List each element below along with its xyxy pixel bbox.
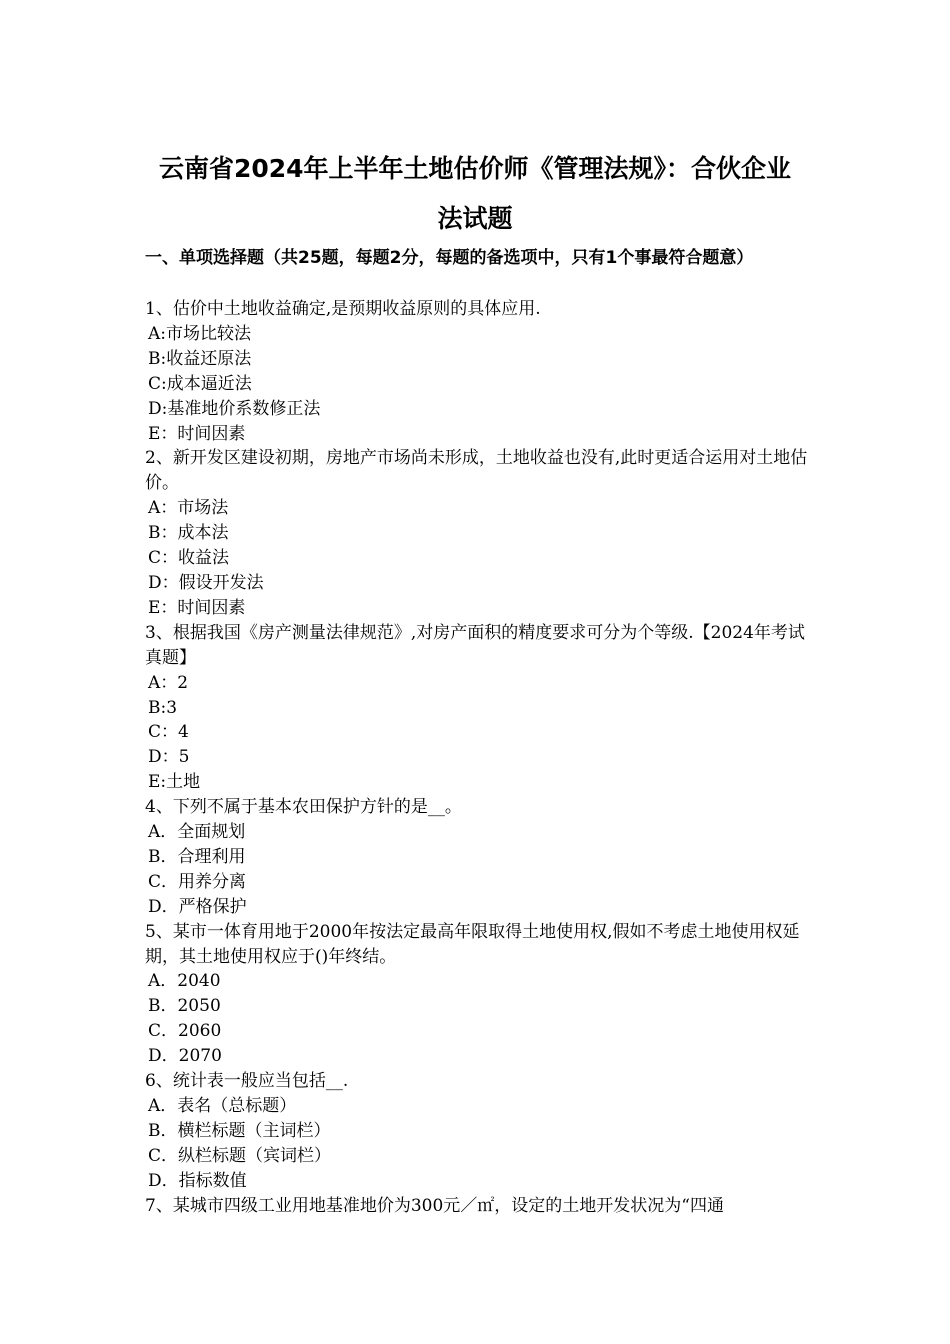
- answer-option: A．表名（总标题）: [148, 1096, 297, 1116]
- answer-option: D．2070: [148, 1046, 222, 1067]
- answer-option: B:收益还原法: [148, 348, 252, 369]
- answer-option: C．用养分离: [148, 871, 247, 892]
- answer-option: E:土地: [148, 772, 201, 793]
- answer-option: A：2: [148, 672, 189, 693]
- answer-option: B．2050: [148, 996, 221, 1017]
- document-title-line-1: 云南省2024年上半年土地估价师《管理法规》：合伙企业: [158, 154, 792, 183]
- answer-option: B：成本法: [148, 523, 229, 544]
- answer-option: D:基准地价系数修正法: [148, 398, 321, 419]
- answer-option: D．指标数值: [148, 1170, 247, 1191]
- question-stem: 4、下列不属于基本农田保护方针的是__。: [145, 797, 462, 818]
- answer-option: D．严格保护: [148, 896, 247, 917]
- answer-option: A．全面规划: [148, 822, 246, 843]
- answer-option: B．合理利用: [148, 846, 246, 867]
- document-title-line-2: 法试题: [437, 204, 513, 233]
- section-heading: 一、单项选择题（共25题，每题2分，每题的备选项中，只有1个事最符合题意）: [145, 248, 754, 268]
- answer-option: E：时间因素: [148, 423, 246, 444]
- answer-option: D：假设开发法: [148, 572, 264, 593]
- answer-option: C：4: [148, 722, 189, 743]
- answer-option: E：时间因素: [148, 597, 246, 618]
- answer-option: B．横栏标题（主词栏）: [148, 1120, 331, 1141]
- answer-option: A:市场比较法: [148, 323, 252, 344]
- question-stem: 2、新开发区建设初期，房地产市场尚未形成，土地收益也没有,此时更适合运用对土地估价。: [145, 448, 808, 494]
- answer-option: B:3: [148, 697, 178, 718]
- answer-option: C：收益法: [148, 548, 230, 569]
- answer-option: A．2040: [148, 971, 221, 992]
- question-stem: 7、某城市四级工业用地基准地价为300元／㎡，设定的土地开发状况为“四通: [145, 1195, 724, 1216]
- question-stem: 6、统计表一般应当包括__.: [145, 1071, 349, 1092]
- question-list: [145, 297, 815, 1219]
- question-stem: 3、根据我国《房产测量法律规范》,对房产面积的精度要求可分为个等级.【2024年考试真题】: [145, 622, 805, 668]
- answer-option: C:成本逼近法: [148, 373, 252, 394]
- question-stem: 1、估价中土地收益确定,是预期收益原则的具体应用.: [145, 299, 541, 319]
- answer-option: A：市场法: [148, 498, 229, 519]
- question-stem: 5、某市一体育用地于2000年按法定最高年限取得土地使用权,假如不考虑土地使用权延期，其土地使用权应于()年终结。: [145, 921, 800, 967]
- answer-option: C．纵栏标题（宾词栏）: [148, 1145, 332, 1166]
- answer-option: C．2060: [148, 1021, 222, 1042]
- answer-option: D：5: [148, 747, 190, 768]
